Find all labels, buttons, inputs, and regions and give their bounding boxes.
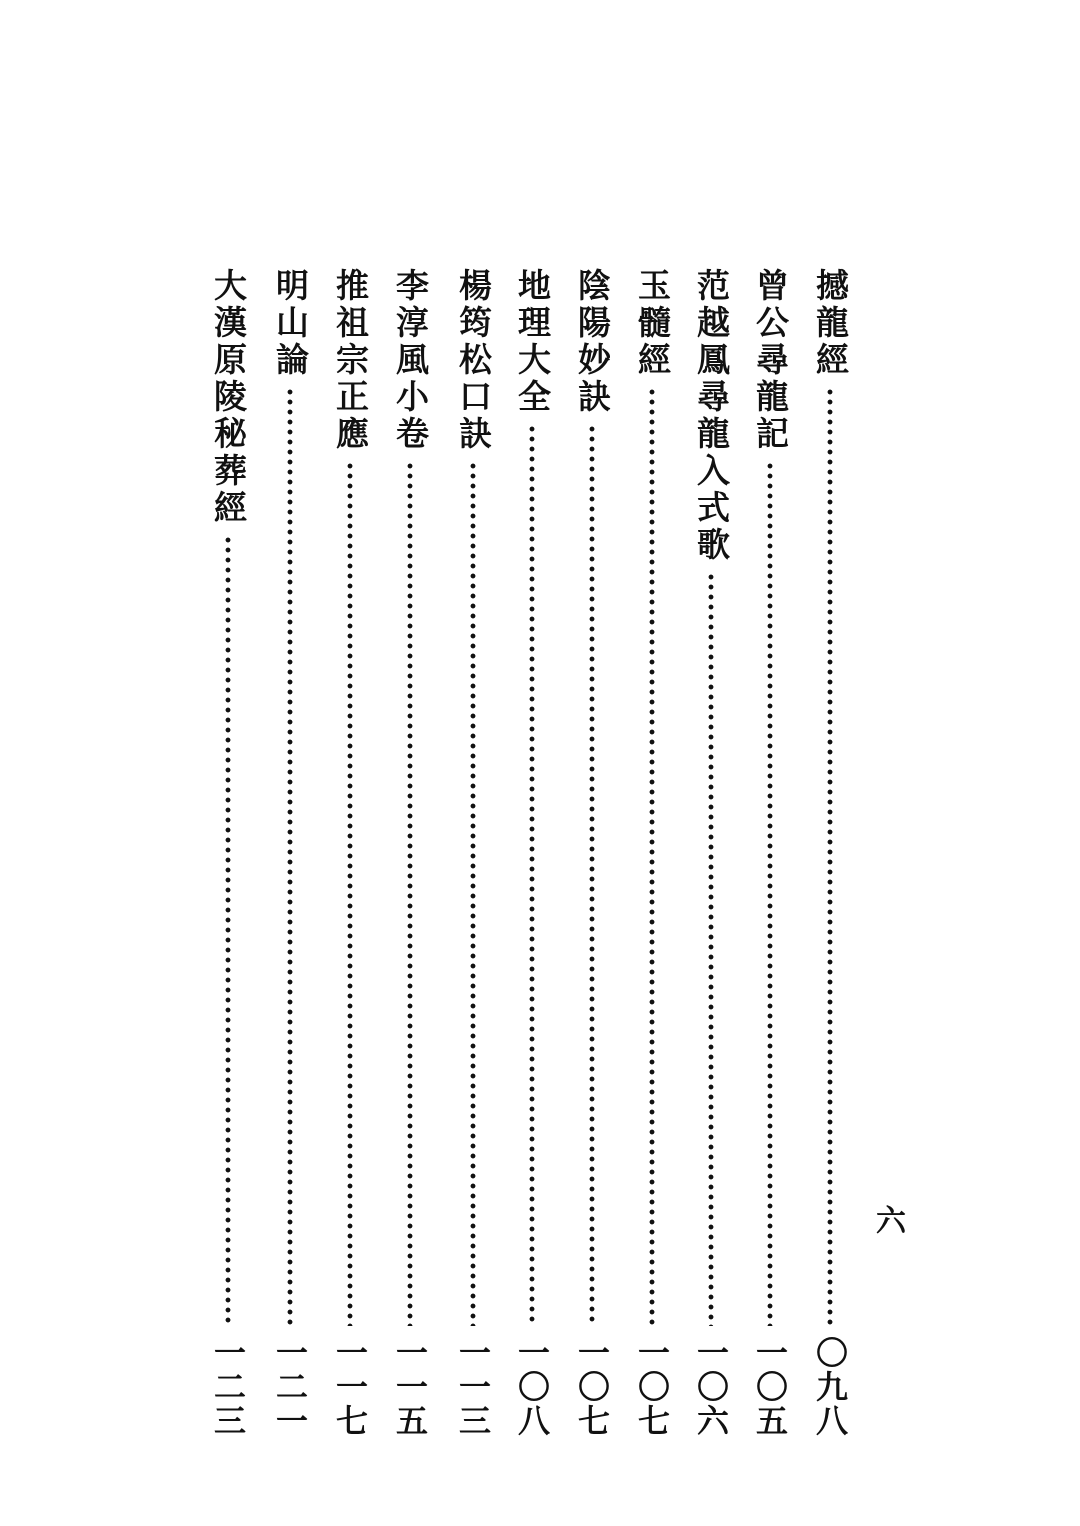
dot-leader [529,424,535,1326]
dot-leader [470,461,476,1326]
toc-entry-page: 一一五 [391,1336,429,1438]
toc-entry [388,268,432,1438]
toc-entry-page: 一〇八 [513,1336,551,1438]
toc-entry-title: 李淳風小卷 [391,268,430,453]
toc-entry [206,268,250,1438]
toc-entry-page: 一〇六 [692,1336,730,1438]
toc-entry-title: 明山論 [271,268,310,379]
toc-entry-page: 一〇五 [751,1336,789,1438]
page-number: 六 [876,1204,906,1239]
toc-entry [570,268,614,1438]
toc-entry-page: 一二一 [271,1336,309,1438]
dot-leader [347,461,353,1326]
toc-entry-title: 曾公尋龍記 [751,268,790,453]
toc-entry-page: 一〇七 [633,1336,671,1438]
dot-leader [827,387,833,1326]
toc-entry [510,268,554,1438]
toc-entry [630,268,674,1438]
toc-entry-title: 陰陽妙訣 [573,268,612,416]
toc-entry-title: 范越鳳尋龍入式歌 [692,268,731,564]
toc-entry [689,268,733,1438]
toc-entry-page: 一一三 [454,1336,492,1438]
toc-entry [451,268,495,1438]
dot-leader [407,461,413,1326]
dot-leader [708,572,714,1326]
toc-entry-page: 一二三 [209,1336,247,1438]
toc-entry [748,268,792,1438]
dot-leader [225,535,231,1326]
dot-leader [589,424,595,1326]
toc-entry-page: 一一七 [331,1336,369,1438]
toc-entry-title: 楊筠松口訣 [454,268,493,453]
toc-entry-title: 大漢原陵秘葬經 [209,268,248,527]
toc-entry [328,268,372,1438]
toc-entry-title: 地理大全 [513,268,552,416]
toc-entry-page: 〇九八 [811,1336,849,1438]
table-of-contents [0,268,1080,1438]
toc-entry-page: 一〇七 [573,1336,611,1438]
toc-entry-title: 推祖宗正應 [331,268,370,453]
toc-entry-title: 撼龍經 [811,268,850,379]
dot-leader [767,461,773,1326]
toc-entry-title: 玉髓經 [633,268,672,379]
dot-leader [649,387,655,1326]
toc-entry [268,268,312,1438]
dot-leader [287,387,293,1326]
toc-entry [808,268,852,1438]
